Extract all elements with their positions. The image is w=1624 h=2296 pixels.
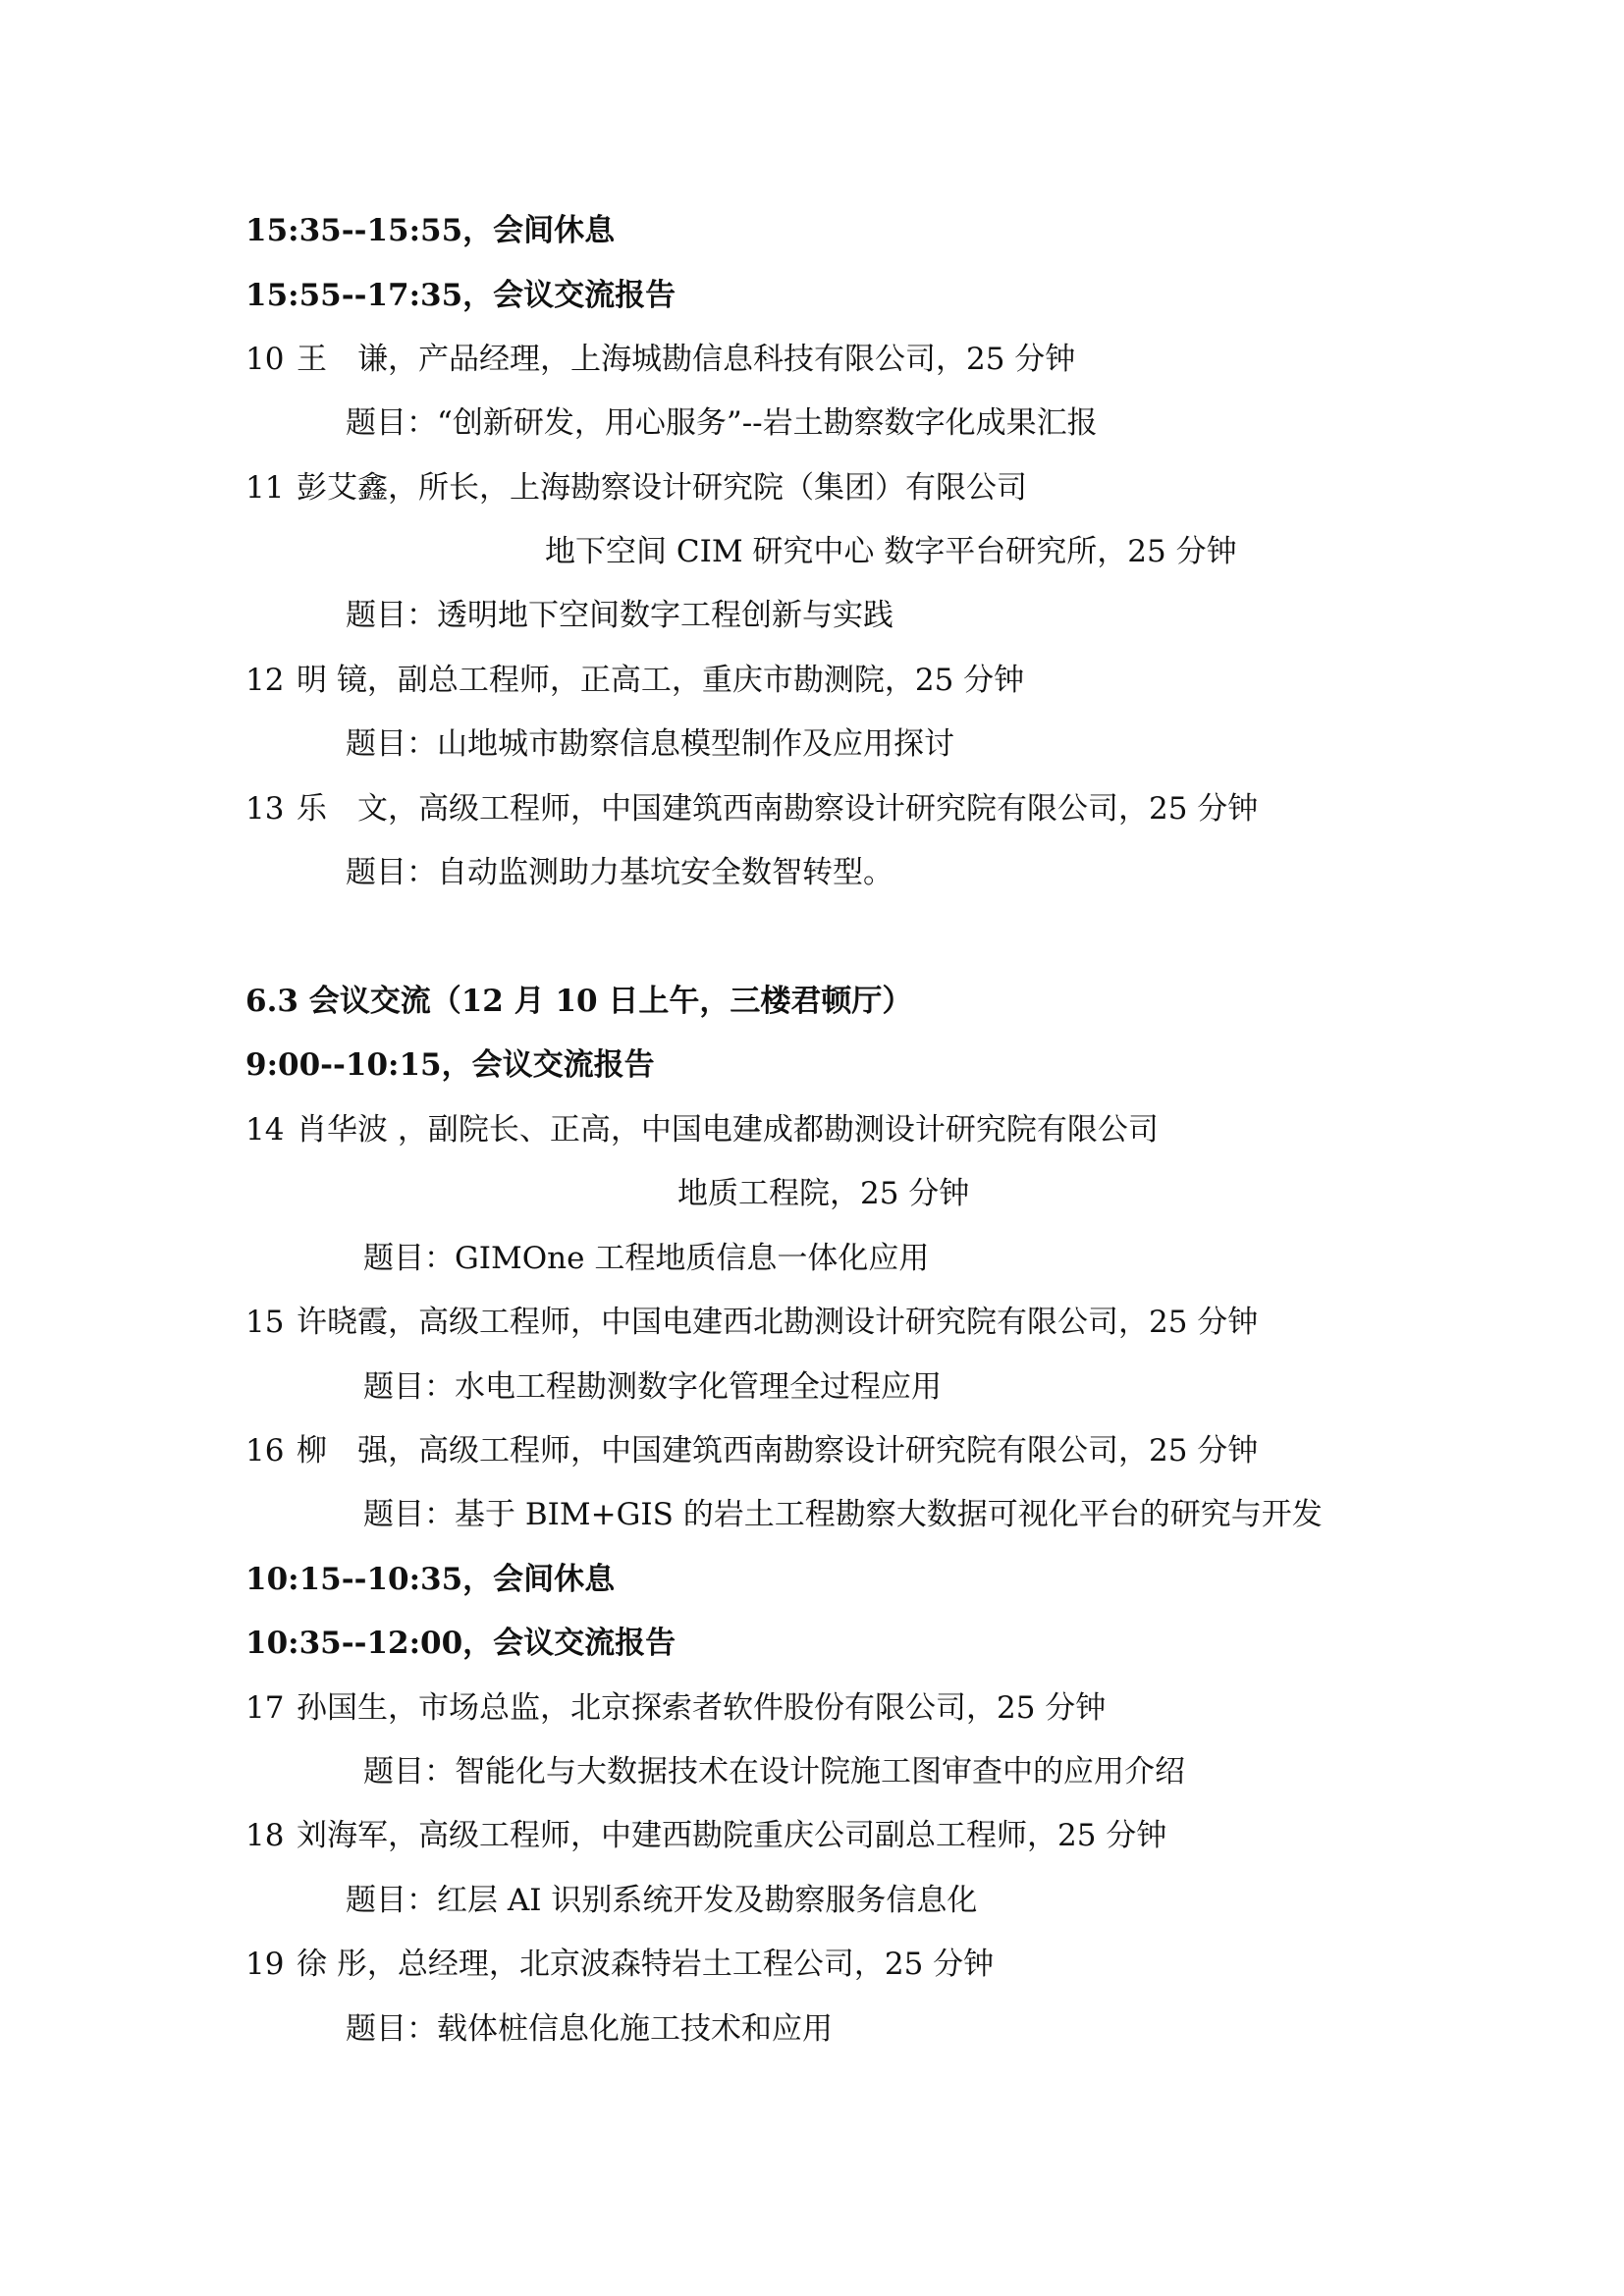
talk-title: 题目：自动监测助力基坑安全数智转型。 (346, 855, 893, 890)
talk-title: 题目：基于 BIM+GIS 的岩土工程勘察大数据可视化平台的研究与开发 (363, 1497, 1323, 1532)
talk-title: 题目：透明地下空间数字工程创新与实践 (346, 598, 893, 633)
speaker-entry (245, 1945, 994, 1984)
session-report-heading: 10:35--12:00，会议交流报告 (245, 1626, 677, 1661)
speaker-entry (245, 1431, 1258, 1470)
speaker-info: 明 镜，副总工程师，正高工，重庆市勘测院，25 分钟 (297, 663, 1025, 698)
speaker-info: 乐 文，高级工程师，中国建筑西南勘察设计研究院有限公司，25 分钟 (297, 791, 1259, 827)
section-heading: 6.3 会议交流（12 月 10 日上午，三楼君顿厅） (245, 984, 913, 1019)
speaker-number: 11 (245, 470, 285, 506)
talk-title: 题目：载体桩信息化施工技术和应用 (346, 2011, 833, 2047)
talk-title: 题目：GIMOne 工程地质信息一体化应用 (363, 1241, 930, 1276)
speaker-info: 许晓霞，高级工程师，中国电建西北勘测设计研究院有限公司，25 分钟 (297, 1305, 1259, 1340)
talk-title: 题目：山地城市勘察信息模型制作及应用探讨 (346, 726, 954, 762)
session-break-heading: 10:15--10:35，会间休息 (245, 1562, 616, 1597)
talk-title: 题目：红层 AI 识别系统开发及勘察服务信息化 (346, 1883, 978, 1918)
speaker-entry (245, 340, 1075, 379)
speaker-number: 12 (245, 663, 285, 698)
speaker-info-continued: 地质工程院，25 分钟 (677, 1176, 970, 1211)
speaker-number: 14 (245, 1112, 285, 1148)
speaker-entry (245, 789, 1258, 828)
session-report-heading: 15:55--17:35，会议交流报告 (245, 278, 677, 313)
speaker-info-continued: 地下空间 CIM 研究中心 数字平台研究所，25 分钟 (545, 534, 1237, 569)
speaker-number: 15 (245, 1305, 285, 1340)
speaker-number: 16 (245, 1433, 285, 1468)
speaker-entry (245, 661, 1024, 700)
speaker-number: 19 (245, 1947, 285, 1982)
talk-title: 题目：水电工程勘测数字化管理全过程应用 (363, 1369, 942, 1405)
speaker-entry (245, 1303, 1258, 1342)
speaker-info: 王 谦，产品经理，上海城勘信息科技有限公司，25 分钟 (297, 342, 1076, 377)
speaker-entry (245, 1110, 1159, 1149)
speaker-number: 13 (245, 791, 285, 827)
speaker-number: 17 (245, 1690, 285, 1726)
speaker-entry (245, 468, 1027, 507)
session-break-heading: 15:35--15:55，会间休息 (245, 213, 616, 248)
talk-title: 题目：智能化与大数据技术在设计院施工图审查中的应用介绍 (363, 1754, 1185, 1789)
talk-title: 题目：“创新研发，用心服务”--岩土勘察数字化成果汇报 (346, 405, 1098, 441)
speaker-info: 柳 强，高级工程师，中国建筑西南勘察设计研究院有限公司，25 分钟 (297, 1433, 1259, 1468)
speaker-info: 刘海军，高级工程师，中建西勘院重庆公司副总工程师，25 分钟 (297, 1818, 1167, 1853)
speaker-entry (245, 1688, 1106, 1728)
speaker-info: 徐 彤，总经理，北京波森特岩土工程公司，25 分钟 (297, 1947, 995, 1982)
speaker-info: 孙国生，市场总监，北京探索者软件股份有限公司，25 分钟 (297, 1690, 1107, 1726)
session-report-heading: 9:00--10:15，会议交流报告 (245, 1047, 655, 1083)
speaker-info: 肖华波 ，副院长、正高，中国电建成都勘测设计研究院有限公司 (297, 1112, 1159, 1148)
speaker-entry (245, 1816, 1166, 1855)
speaker-number: 18 (245, 1818, 285, 1853)
speaker-number: 10 (245, 342, 285, 377)
speaker-info: 彭艾鑫，所长，上海勘察设计研究院（集团）有限公司 (297, 470, 1027, 506)
